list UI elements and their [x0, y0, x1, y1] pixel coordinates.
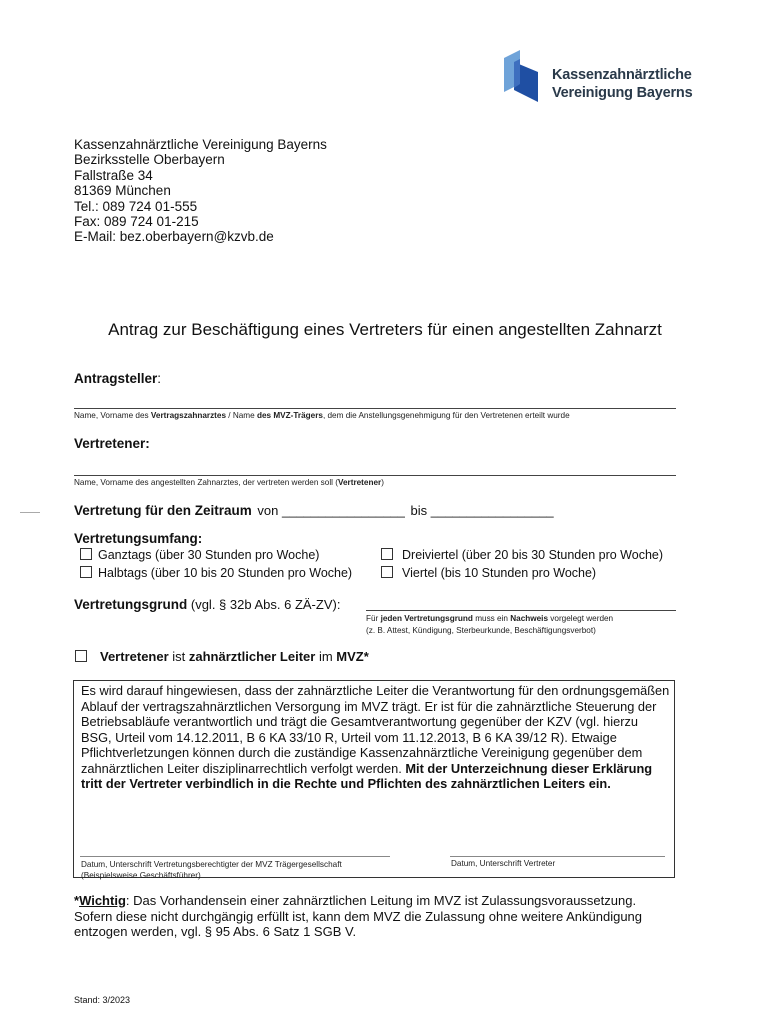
hint-text: muss ein: [472, 614, 511, 623]
option-halbtags[interactable]: [80, 566, 352, 580]
option-label: Halbtags (über 10 bis 20 Stunden pro Woche): [98, 566, 353, 580]
option-dreiviertel[interactable]: [381, 548, 663, 562]
option-label: Viertel (bis 10 Stunden pro Woche): [402, 566, 597, 580]
hint-text: Für: [366, 614, 381, 623]
address-line: Tel.: 089 724 01-555: [74, 198, 198, 214]
hint-text: , dem die Anstellungsgenehmigung für den Vertretenen erteilt wurde: [322, 411, 570, 420]
address-line: Fax: 089 724 01-215: [74, 214, 199, 230]
logo-line-1: Kassenzahnärztliche: [552, 67, 692, 83]
hint-bold: Vertretener: [337, 478, 382, 487]
leiter-text-bold: zahnärztlicher Leiter: [188, 649, 316, 664]
hint-bold: Nachweis: [510, 614, 549, 623]
checkbox[interactable]: [80, 548, 92, 560]
footnote: [74, 893, 674, 940]
caption-line: (Beispielsweise Geschäftsführer): [81, 871, 201, 880]
page-title: Antrag zur Beschäftigung eines Vertreters für einen angestellten Zahnarzt: [108, 320, 662, 339]
hint-text: Name, Vorname des angestellten Zahnarztes, der vertreten werden soll (: [74, 478, 338, 487]
vertretener-label: Vertretener:: [74, 436, 150, 451]
logo-text: [552, 66, 692, 102]
margin-mark: [20, 512, 40, 513]
signature-left-caption: [81, 859, 342, 881]
grund-hint: [366, 613, 613, 636]
leiter-text-bold: Vertretener: [100, 649, 169, 664]
footnote-star: *: [74, 893, 80, 908]
logo-line-2: Vereinigung Bayerns: [552, 85, 693, 101]
grund-suffix: (vgl. § 32b Abs. 6 ZÄ-ZV):: [187, 597, 341, 612]
declaration-bold: Mit der Unterzeichnung dieser Erklärung tritt der Vertreter verbindlich in die Rechte und Pflichten des zahnärztlichen Leiters ein.: [81, 760, 653, 791]
hint-bold: des MVZ-Trägers: [256, 411, 323, 420]
footnote-colon: :: [125, 893, 130, 908]
option-viertel[interactable]: [381, 566, 596, 580]
signature-line-right[interactable]: [450, 856, 665, 857]
antragsteller-hint: [74, 411, 570, 420]
antragsteller-label: Antragsteller: [74, 371, 158, 386]
grund-label: Vertretungsgrund: [74, 597, 188, 612]
footnote-wichtig: Wichtig: [79, 893, 126, 908]
logo-mark-icon: [500, 50, 544, 102]
umfang-label: Vertretungsumfang:: [74, 531, 203, 546]
leiter-text: im: [315, 649, 337, 664]
address-line: Kassenzahnärztliche Vereinigung Bayerns: [74, 137, 327, 152]
email-link[interactable]: E-Mail: bez.oberbayern@kzvb.de: [74, 229, 274, 245]
zeitraum-row: [74, 503, 554, 518]
signature-line-left[interactable]: [80, 856, 390, 857]
option-ganztags[interactable]: [80, 548, 319, 562]
antragsteller-colon: :: [157, 371, 162, 386]
address-line: Fallstraße 34: [74, 167, 153, 183]
leiter-text: ist: [168, 649, 189, 664]
signature-right-caption: Datum, Unterschrift Vertreter: [451, 859, 556, 868]
hint-bold: jeden Vertretungsgrund: [380, 614, 473, 623]
checkbox[interactable]: [381, 566, 393, 578]
hint-bold: Vertragszahnarztes: [150, 411, 227, 420]
vertretener-input[interactable]: [74, 475, 676, 476]
address-line: 81369 München: [74, 183, 171, 199]
checkbox[interactable]: [381, 548, 393, 560]
address-block: [74, 137, 327, 245]
option-label: Dreiviertel (über 20 bis 30 Stunden pro Woche): [402, 548, 664, 562]
antragsteller-heading: [74, 371, 161, 386]
caption-line: Datum, Unterschrift Vertretungsberechtigter der MVZ Trägergesellschaft: [81, 860, 342, 869]
grund-input[interactable]: [366, 610, 676, 611]
zeitraum-label: Vertretung für den Zeitraum: [74, 503, 252, 518]
declaration-body: Es wird darauf hingewiesen, dass der zahnärztliche Leiter die Verantwortung für den ordnungsgemäßen Ablauf der vertragszahnärztlichen Versorgung im MVZ trägt. Er ist für die zahnärztliche Steuerung der Betriebsabläufe verantwortlich und trägt die Gesamtverantwortung gegenüber der KZV (vgl. hierzu BSG, Urteil vom 14.12.2011, B 6 KA 33/10 R, Urteil vom 11.12.2013, B 6 KA 39/12 R). Etwaige Pflichtverletzungen können durch die zuständige Kassenzahnärztliche Vereinigung gegenüber dem zahnärztlichen Leiter disziplinarrechtlich verfolgt werden.: [81, 683, 670, 776]
declaration-text: [81, 683, 671, 792]
leiter-row[interactable]: [75, 649, 369, 664]
vertretener-hint: [74, 478, 384, 487]
hint-text: / Name: [226, 411, 257, 420]
grund-heading: [74, 597, 340, 612]
zeitraum-von-field[interactable]: von _________________: [257, 503, 405, 518]
hint-text: vorgelegt werden: [548, 614, 614, 623]
address-line: Bezirksstelle Oberbayern: [74, 152, 225, 168]
hint-text: Name, Vorname des: [74, 411, 151, 420]
hint-text: ): [381, 478, 384, 487]
checkbox[interactable]: [80, 566, 92, 578]
version-stamp: Stand: 3/2023: [74, 995, 131, 1005]
checkbox[interactable]: [75, 650, 87, 662]
hint-text: (z. B. Attest, Kündigung, Sterbeurkunde, Beschäftigungsverbot): [366, 625, 596, 635]
leiter-text-bold: MVZ*: [336, 649, 369, 664]
option-label: Ganztags (über 30 Stunden pro Woche): [98, 548, 320, 562]
antragsteller-input[interactable]: [74, 408, 676, 409]
zeitraum-bis-field[interactable]: bis _________________: [410, 503, 554, 518]
footnote-text: Das Vorhandensein einer zahnärztlichen Leitung im MVZ ist Zulassungsvoraussetzung. Sofern diese nicht durchgängig erfüllt ist, kann dem MVZ die Zulassung ohne weitere Ankündigung entzogen werden, vgl. § 95 Abs. 6 Satz 1 SGB V.: [74, 893, 643, 939]
